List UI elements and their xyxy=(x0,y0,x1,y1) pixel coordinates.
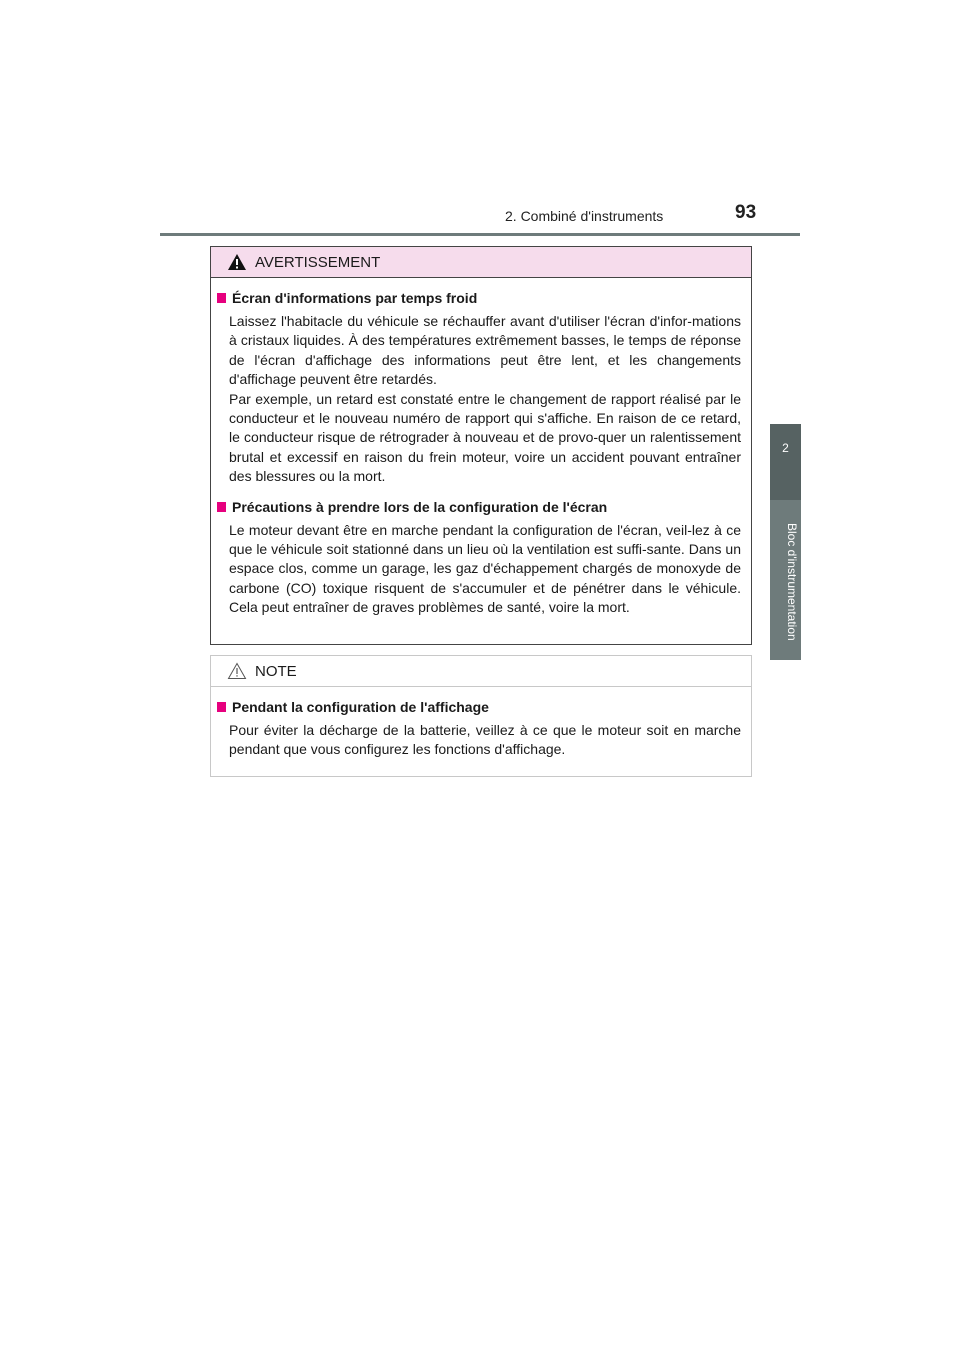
section-body xyxy=(217,721,741,760)
note-section-display xyxy=(211,699,751,760)
caution-triangle-outline-icon xyxy=(227,662,247,680)
note-title: NOTE xyxy=(255,662,297,680)
warning-triangle-icon xyxy=(227,253,247,271)
section-body xyxy=(217,521,741,618)
paragraph: Pour éviter la décharge de la batterie, veillez à ce que le moteur soit en marche pendant que vous configurez les fonctions d'affichage. xyxy=(229,722,741,758)
chapter-title: Bloc d'instrumentation xyxy=(785,523,799,641)
paragraph: Par exemple, un retard est constaté entre le changement de rapport réalisé par le conducteur et le nouveau numéro de rapport qui s'affiche. En raison de ce retard, le conducteur risque de rétrograder à nouveau et de provo-quer un ralentissement brutal et excessif en raison du frein moteur, voire un accident pouvant entraîner des blessures ou la mort. xyxy=(229,390,741,485)
section-heading: Pendant la configuration de l'affichage xyxy=(217,699,741,715)
note-box xyxy=(210,655,752,777)
running-header: 2. Combiné d'instruments xyxy=(505,208,664,224)
warning-box xyxy=(210,246,752,645)
section-body xyxy=(217,312,741,487)
square-bullet-icon xyxy=(217,293,226,303)
warning-header xyxy=(211,247,751,278)
square-bullet-icon xyxy=(217,702,226,712)
section-heading: Précautions à prendre lors de la configuration de l'écran xyxy=(217,499,741,515)
paragraph: Le moteur devant être en marche pendant la configuration de l'écran, veil-lez à ce que le véhicule soit stationné dans un lieu où la ventilation est suffi-sante. Dans un espace clos, comme un garage, les gaz d'échappement chargés de monoxyde de carbone (CO) toxique risquent de s'accumuler et de pénétrer dans le véhicule. Cela peut entraîner de graves problèmes de santé, voire la mort. xyxy=(229,521,741,616)
chapter-side-tab xyxy=(770,424,801,660)
warning-title: AVERTISSEMENT xyxy=(255,253,381,271)
paragraph: Laissez l'habitacle du véhicule se réchauffer avant d'utiliser l'écran d'infor-mations à cristaux liquides. À des températures extrêmement basses, le temps de réponse de l'écran d'affichage des informations peut être lent, et les changements d'affichage peuvent être retardés. xyxy=(229,313,741,388)
warning-section-cold xyxy=(211,290,751,487)
square-bullet-icon xyxy=(217,502,226,512)
note-header xyxy=(211,656,751,687)
section-heading: Écran d'informations par temps froid xyxy=(217,290,741,306)
page-number: 93 xyxy=(735,202,757,223)
warning-section-config xyxy=(211,499,751,618)
chapter-number: 2 xyxy=(770,424,801,500)
header-divider xyxy=(160,233,800,236)
